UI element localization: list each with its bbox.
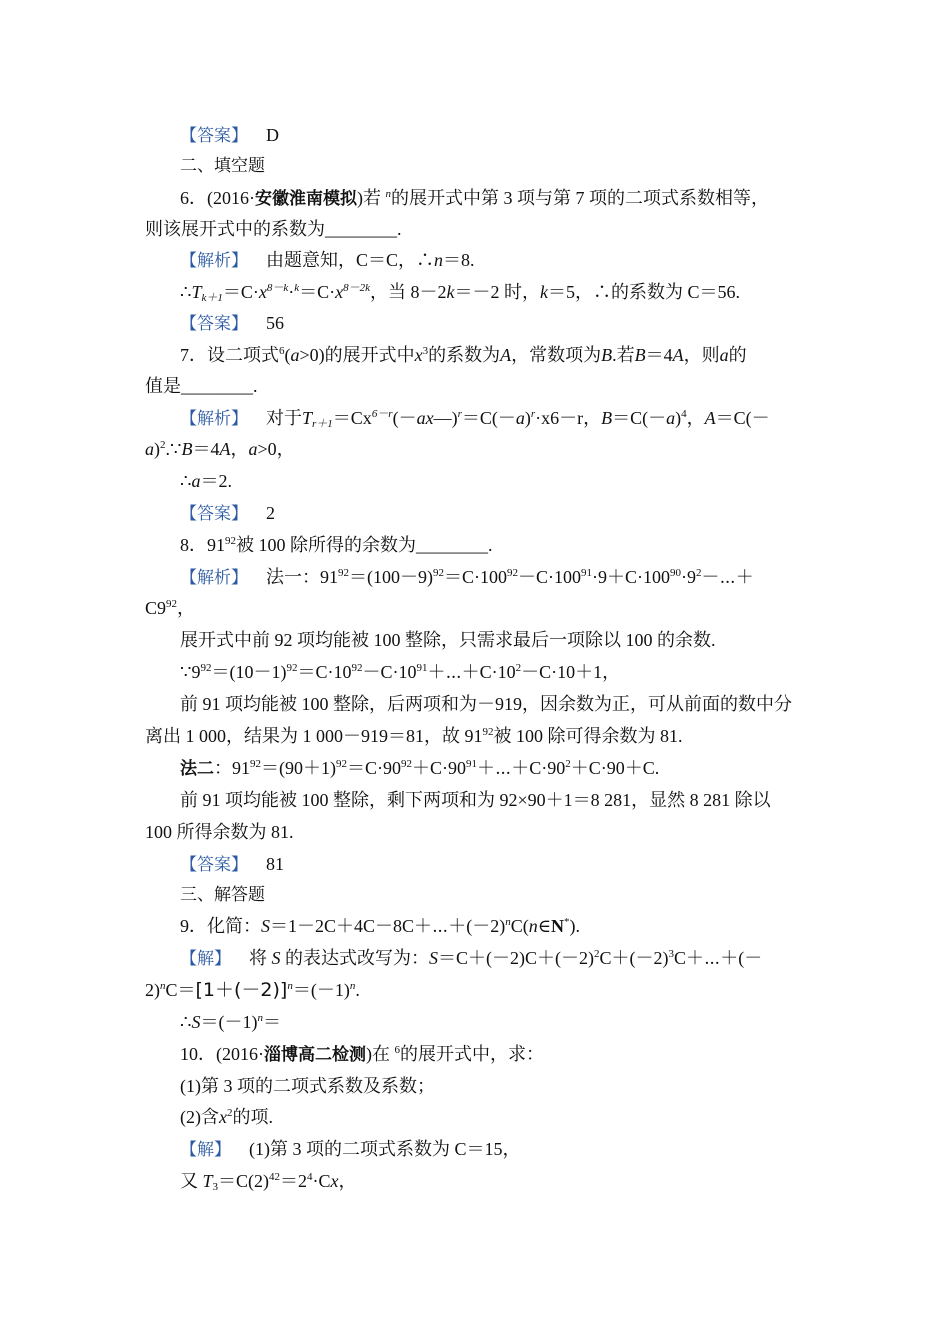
- q10-solution-line2: 又 $T_3=C(2)^{42}=2^4\cdot Cx$，: [180, 1171, 357, 1193]
- q7-solution-line2: a)$^2$.∵B＝4A，a>0，: [145, 439, 295, 459]
- analysis-tag: 【解析】: [180, 251, 248, 271]
- q6-line2: 则该展开式中的系数为________.: [145, 219, 402, 239]
- solution-tag: 【解】: [180, 949, 231, 969]
- q9-solution-line3: $\therefore S=(-1)^n=$: [180, 1012, 281, 1032]
- method2-label: 法二: [180, 759, 214, 779]
- q8-solution-line1: 【解析】 法一：$91^{92}=(100-9)^{92}=C\cdot 100^{92}-C\cdot 100^{91}\cdot 9+C\cdot 100^{90}\cdot 9^2-\cdots+$: [180, 567, 754, 588]
- q8-method2-line3: 100 所得余数为 81.: [145, 822, 294, 842]
- answer-tag: 【答案】: [180, 504, 248, 524]
- q10-part2: (2)含$x^2$的项.: [180, 1107, 273, 1127]
- q6-source: 安徽淮南模拟: [255, 189, 357, 209]
- q8-solution-line5: 前 91 项均能被 100 整除，后两项和为－919，因余数为正，可从前面的数中分: [180, 694, 792, 714]
- q6-line1: 6．(2016·安徽淮南模拟)若 $^n$的展开式中第 3 项与第 7 项的二项式系数相等，: [180, 188, 769, 209]
- answer-tag: 【答案】: [180, 314, 248, 334]
- q9-line1: 9．化简：$S=1-2C+4C-8C+\cdots+(-2)^nC(n\in N^*)$.: [180, 916, 581, 936]
- q10-part1: (1)第 3 项的二项式系数及系数；: [180, 1076, 435, 1096]
- q8-answer-line: 【答案】 81: [180, 854, 284, 875]
- q8-solution-line6: 离出 1 000，结果为 1 000－919＝81，故 $91^{92}$被 100 除可得余数为 81.: [145, 726, 683, 746]
- answer-tag: 【答案】: [180, 855, 248, 875]
- q8-method2-line2: 前 91 项均能被 100 整除，剩下两项和为 92×90＋1＝8 281，显然 8 281 除以: [180, 790, 771, 810]
- answer-tag: 【答案】: [180, 126, 248, 146]
- q5-answer-line: [180, 123, 279, 148]
- q8-method2-line1: 法二：$91^{92}=(90+1)^{92}=C\cdot 90^{92}+C\cdot 90^{91}+\cdots+C\cdot 90^2+C\cdot 90+C$.: [180, 758, 660, 779]
- q7-solution-line3: ∴a＝2.: [180, 471, 232, 491]
- q6-answer-line: 【答案】 56: [180, 313, 284, 334]
- analysis-tag: 【解析】: [180, 568, 248, 588]
- q10-solution-line1: 【解】 (1)第 3 项的二项式系数为 C＝15，: [180, 1139, 521, 1160]
- q9-solution-line1: 【解】 将 S 的表达式改写为：$S=C+(-2)C+(-2)^2C+(-2)^3C+\cdots+(-$: [180, 948, 763, 969]
- q8-solution-line3: 展开式中前 92 项均能被 100 整除，只需求最后一项除以 100 的余数.: [180, 630, 716, 650]
- q7-line2: 值是________.: [145, 376, 258, 396]
- q10-line1: 10．(2016·淄博高二检测)在 $^6$的展开式中，求：: [180, 1044, 544, 1065]
- q10-source: 淄博高二检测: [264, 1045, 366, 1065]
- q6-solution-line1: 【解析】 由题意知，C＝C，∴n＝8.: [180, 250, 475, 271]
- q8-line1: 8．$91^{92}$被 100 除所得的余数为________.: [180, 535, 493, 555]
- q7-solution-line1: 【解析】 对于$T_{r+1}=Cx^{6-r}(-ax—)^r=C(-a)^r\cdot x6-r$，$B=C(-a)^4$，A＝C(－: [180, 408, 770, 430]
- analysis-tag: 【解析】: [180, 409, 248, 429]
- q9-solution-line2: $2)^nC=[1+(-2)]^n=(-1)^n$.: [145, 979, 360, 1001]
- q8-solution-line2: $C9^{92}$，: [145, 598, 196, 618]
- solution-tag: 【解】: [180, 1140, 231, 1160]
- section-solve-title: 三、解答题: [180, 885, 265, 905]
- q6-solution-line2: $\therefore T_{k+1}=C\cdot x^{8-k}\cdot^k=C\cdot x^{8-2k}$，当 8－2k＝－2 时，k＝5，∴的系数为 C＝56.: [180, 282, 741, 304]
- q7-answer-line: 【答案】 2: [180, 503, 275, 524]
- q7-line1: 7．设二项式$^6$(a>0)的展开式中$x^3$的系数为A，常数项为B.若B＝4A，则a的: [180, 345, 747, 365]
- q5-answer: D: [266, 125, 279, 145]
- section-fill-blank-title: 二、填空题: [180, 156, 265, 176]
- q8-solution-line4: $\because 9^{92}=(10-1)^{92}=C\cdot 10^{92}-C\cdot 10^{91}+\cdots+C\cdot 10^2-C\cdot 10+1$，: [180, 662, 621, 682]
